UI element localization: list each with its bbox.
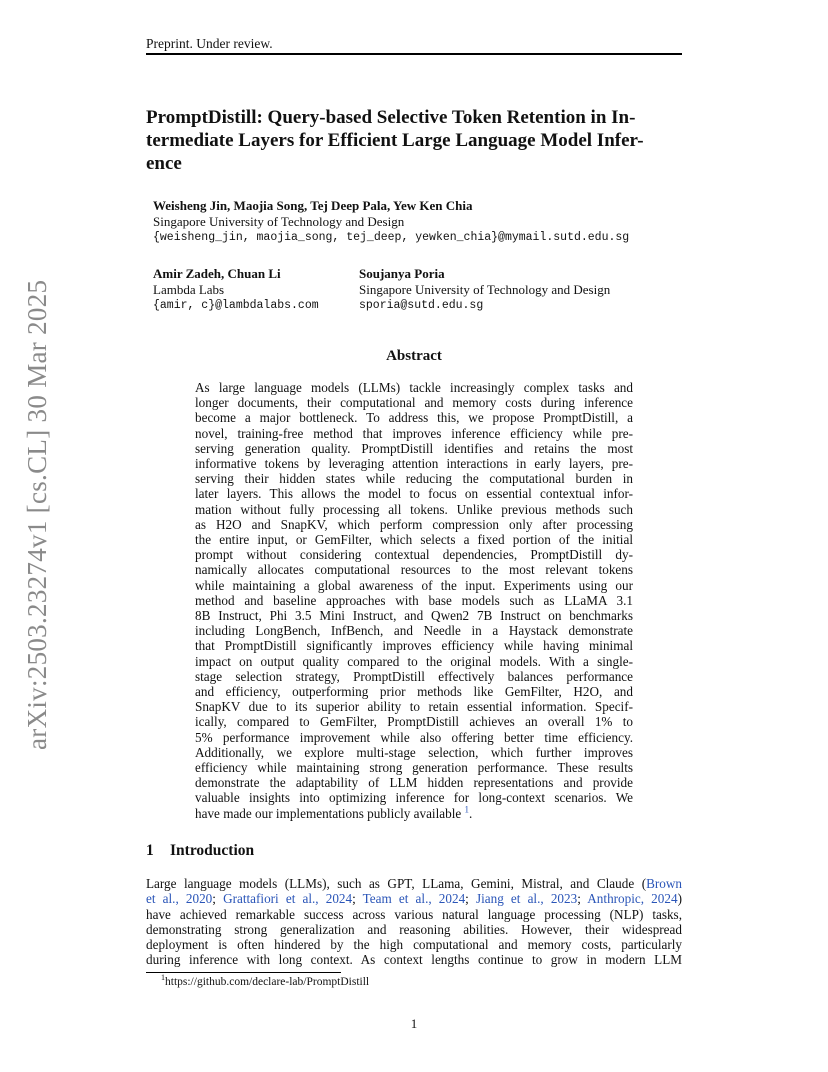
section-title: Introduction (170, 842, 255, 859)
abstract-line: the entire input, or GemFilter, which selects a fixed portion of the initial (195, 532, 633, 548)
abstract-body (195, 380, 633, 821)
abstract-line: impact on output quality compared to the original models. With a single- (195, 653, 633, 669)
author-names: Soujanya Poria (359, 266, 445, 281)
abstract-line: SnapKV due to its superior ability to retain essential information. Specif- (195, 699, 633, 715)
page-number: 1 (410, 1016, 418, 1031)
author-block-2 (153, 266, 319, 314)
paper-title (146, 106, 686, 175)
author-institution: Lambda Labs (153, 282, 225, 297)
intro-line (146, 876, 682, 891)
title-line: ence (146, 153, 182, 174)
abstract-line: demonstrate the adaptability of LLM hidden representations and provide (195, 775, 633, 791)
abstract-line: As large language models (LLMs) tackle increasingly complex tasks and (195, 380, 633, 395)
abstract-line: novel, training-free method that improves inference efficiency while pre- (195, 425, 633, 441)
abstract-line: that PromptDistill significantly improves efficiency while having minimal (195, 638, 633, 654)
abstract-line: ically, compared to GemFilter, PromptDistill achieves an overall 1% to (195, 714, 633, 730)
intro-body (146, 876, 682, 968)
section-heading (146, 842, 254, 860)
author-block-3 (359, 266, 610, 314)
abstract-line: mation without fully processing all tokens. Unlike previous methods such (195, 501, 633, 517)
arxiv-stamp: arXiv:2503.23274v1 [cs.CL] 30 Mar 2025 (22, 279, 52, 750)
intro-line: et al., 2020; Grattafiori et al., 2024; Team et al., 2024; Jiang et al., 2023; Anthropic, 2024) (146, 891, 682, 907)
author-names: Weisheng Jin, Maojia Song, Tej Deep Pala, Yew Ken Chia (153, 198, 473, 213)
abstract-line: as H2O and SnapKV, which perform compression only after processing (195, 516, 633, 532)
abstract-line: 8B Instruct, Phi 3.5 Mini Instruct, and Qwen2 7B Instruct on benchmarks (195, 608, 633, 624)
footnote-rule (146, 972, 341, 973)
abstract-line: serving their hidden states while reducing the computational burden in (195, 471, 633, 487)
abstract-line: 5% performance improvement while also offering better time efficiency. (195, 729, 633, 745)
abstract-line: stage selection strategy, PromptDistill effectively balances performance (195, 668, 633, 684)
intro-line: deployment is often hindered by the high computational and memory costs, particularly (146, 937, 682, 953)
author-email[interactable]: {amir, c}@lambdalabs.com (153, 299, 319, 312)
intro-text: Large language models (LLMs), such as GPT, LLama, Gemini, Mistral, and Claude ( (146, 876, 647, 891)
citation-link[interactable]: et al., 2020 (146, 891, 213, 907)
abstract-line: Additionally, we explore multi-stage selection, which further improves (195, 744, 633, 760)
abstract-last-text: have made our implementations publicly available (195, 805, 462, 821)
intro-line: during inference with long context. As context lengths continue to grow in modern LLM (146, 952, 682, 968)
citation-link[interactable]: Jiang et al., 2023 (475, 891, 578, 907)
citation-link[interactable]: Team et al., 2024 (362, 891, 466, 907)
citation-link[interactable]: Grattafiori et al., 2024 (223, 891, 353, 907)
author-names: Amir Zadeh, Chuan Li (153, 266, 281, 281)
footnote-url[interactable]: https://github.com/declare-lab/PromptDistill (165, 976, 370, 988)
abstract-line: while maintaining a global awareness of the input. Experiments using our (195, 577, 633, 593)
title-line: PromptDistill: Query-based Selective Token Retention in In- (146, 107, 636, 128)
abstract-line: method and baseline approaches with base models such as LLaMA 3.1 (195, 592, 633, 608)
running-header: Preprint. Under review. (146, 36, 273, 51)
footnote (161, 973, 370, 988)
author-institution: Singapore University of Technology and Design (153, 214, 405, 229)
citation-link[interactable]: Brown (646, 876, 682, 891)
abstract-line (195, 806, 633, 821)
abstract-line: efficiency while maintaining strong generation performance. These results (195, 760, 633, 776)
intro-line: have achieved remarkable success across various natural language processing (NLP) tasks, (146, 906, 682, 922)
footnote-link[interactable]: 1 (464, 804, 470, 815)
intro-line: demonstrating strong generalization and reasoning abilities. However, their widespread (146, 921, 682, 937)
abstract-heading: Abstract (386, 348, 442, 364)
citation-link[interactable]: Anthropic, 2024 (587, 891, 678, 907)
author-block-1 (153, 198, 629, 246)
abstract-line: valuable insights into optimizing inference for long-context scenarios. We (195, 790, 633, 806)
abstract-line: informative tokens by leveraging attention interactions in early layers, pre- (195, 456, 633, 472)
footnote-mark: 1 (161, 973, 165, 983)
abstract-line: become a major bottleneck. To address this, we propose PromptDistill, a (195, 410, 633, 426)
author-institution: Singapore University of Technology and Design (359, 282, 611, 297)
abstract-line: including LongBench, InfBench, and Needle in a Haystack demonstrate (195, 623, 633, 639)
abstract-line: namically allocates computational resources to the most relevant tokens (195, 562, 633, 578)
abstract-line: serving generation quality. PromptDistill identifies and retains the most (195, 440, 633, 456)
abstract-line: later layers. This allows the model to focus on essential contextual infor- (195, 486, 633, 502)
abstract-line: prompt without considering contextual dependencies, PromptDistill dy- (195, 547, 633, 563)
author-email[interactable]: sporia@sutd.edu.sg (359, 299, 484, 312)
abstract-period: . (469, 805, 473, 821)
abstract-line: and efficiency, outperforming prior methods like GemFilter, H2O, and (195, 684, 633, 700)
author-email[interactable]: {weisheng_jin, maojia_song, tej_deep, yewken_chia}@mymail.sutd.edu.sg (153, 231, 630, 244)
abstract-line: longer documents, their computational and memory costs during inference (195, 395, 633, 411)
section-number: 1 (146, 842, 154, 859)
header-rule (146, 53, 682, 55)
title-line: termediate Layers for Efficient Large Language Model Infer- (146, 130, 644, 151)
